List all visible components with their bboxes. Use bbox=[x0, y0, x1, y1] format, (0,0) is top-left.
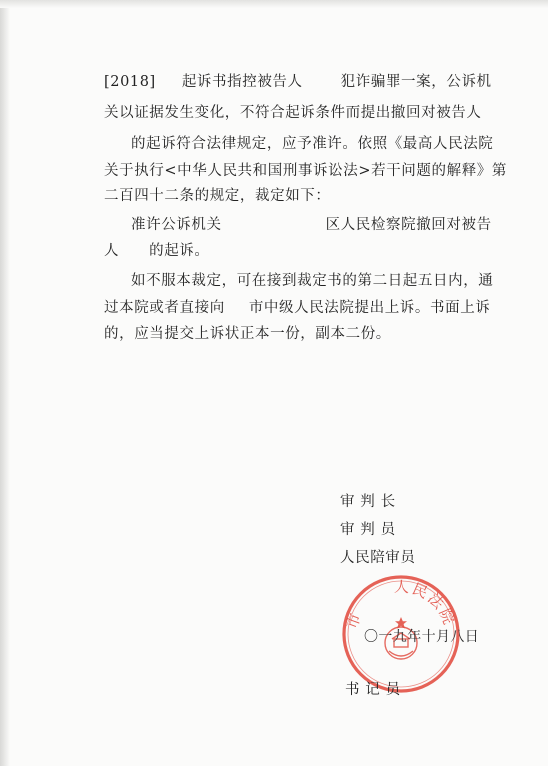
body-text: 二百四十二条的规定，裁定如下： bbox=[104, 188, 331, 204]
body-text: 的，应当提交上诉状正本一份，副本二份。 bbox=[104, 326, 391, 342]
body-text: 过本院或者直接向 bbox=[104, 300, 225, 316]
body-text: 准许公诉机关 bbox=[131, 217, 222, 233]
body-line-5 bbox=[104, 186, 331, 206]
body-line-10 bbox=[104, 324, 391, 344]
body-text: 起诉书指控被告人 bbox=[181, 74, 303, 90]
svg-text:人民法院: 人民法院 bbox=[393, 577, 459, 629]
body-line-6 bbox=[131, 215, 492, 235]
body-text: 人 bbox=[104, 243, 120, 259]
chief-judge-label: 审 判 长 bbox=[340, 494, 396, 510]
body-line-8 bbox=[131, 271, 493, 291]
scan-edge bbox=[0, 0, 10, 766]
body-text: 的起诉。 bbox=[149, 243, 210, 259]
case-number: [2018] bbox=[104, 74, 156, 90]
body-line-3 bbox=[131, 134, 493, 154]
body-text: 犯诈骗罪一案，公诉机 bbox=[340, 74, 492, 90]
clerk-label: 书 记 员 bbox=[345, 682, 401, 698]
body-text: 如不服本裁定，可在接到裁定书的第二日起五日内，通 bbox=[131, 273, 494, 289]
judge-label: 审 判 员 bbox=[340, 522, 396, 538]
body-line-2 bbox=[104, 103, 482, 123]
body-text: 区人民检察院撤回对被告 bbox=[325, 217, 492, 233]
body-text: 关以证据发生变化，不符合起诉条件而提出撤回对被告人 bbox=[104, 105, 482, 121]
body-text: 关于执行<中华人民共和国刑事诉讼法>若干问题的解释》第 bbox=[104, 163, 507, 179]
judgment-date: 〇一九年十月八日 bbox=[364, 629, 480, 645]
body-line-1 bbox=[104, 72, 492, 92]
body-line-7 bbox=[104, 241, 210, 261]
body-text: 市中级人民法院提出上诉。书面上诉 bbox=[248, 300, 491, 316]
body-text: 的起诉符合法律规定，应予准许。依照《最高人民法院 bbox=[131, 136, 494, 152]
juror-label: 人民陪审员 bbox=[340, 550, 416, 566]
body-line-9 bbox=[104, 298, 490, 318]
scan-edge-top bbox=[0, 0, 548, 8]
body-line-4 bbox=[104, 161, 507, 181]
svg-text:市: 市 bbox=[342, 608, 366, 632]
